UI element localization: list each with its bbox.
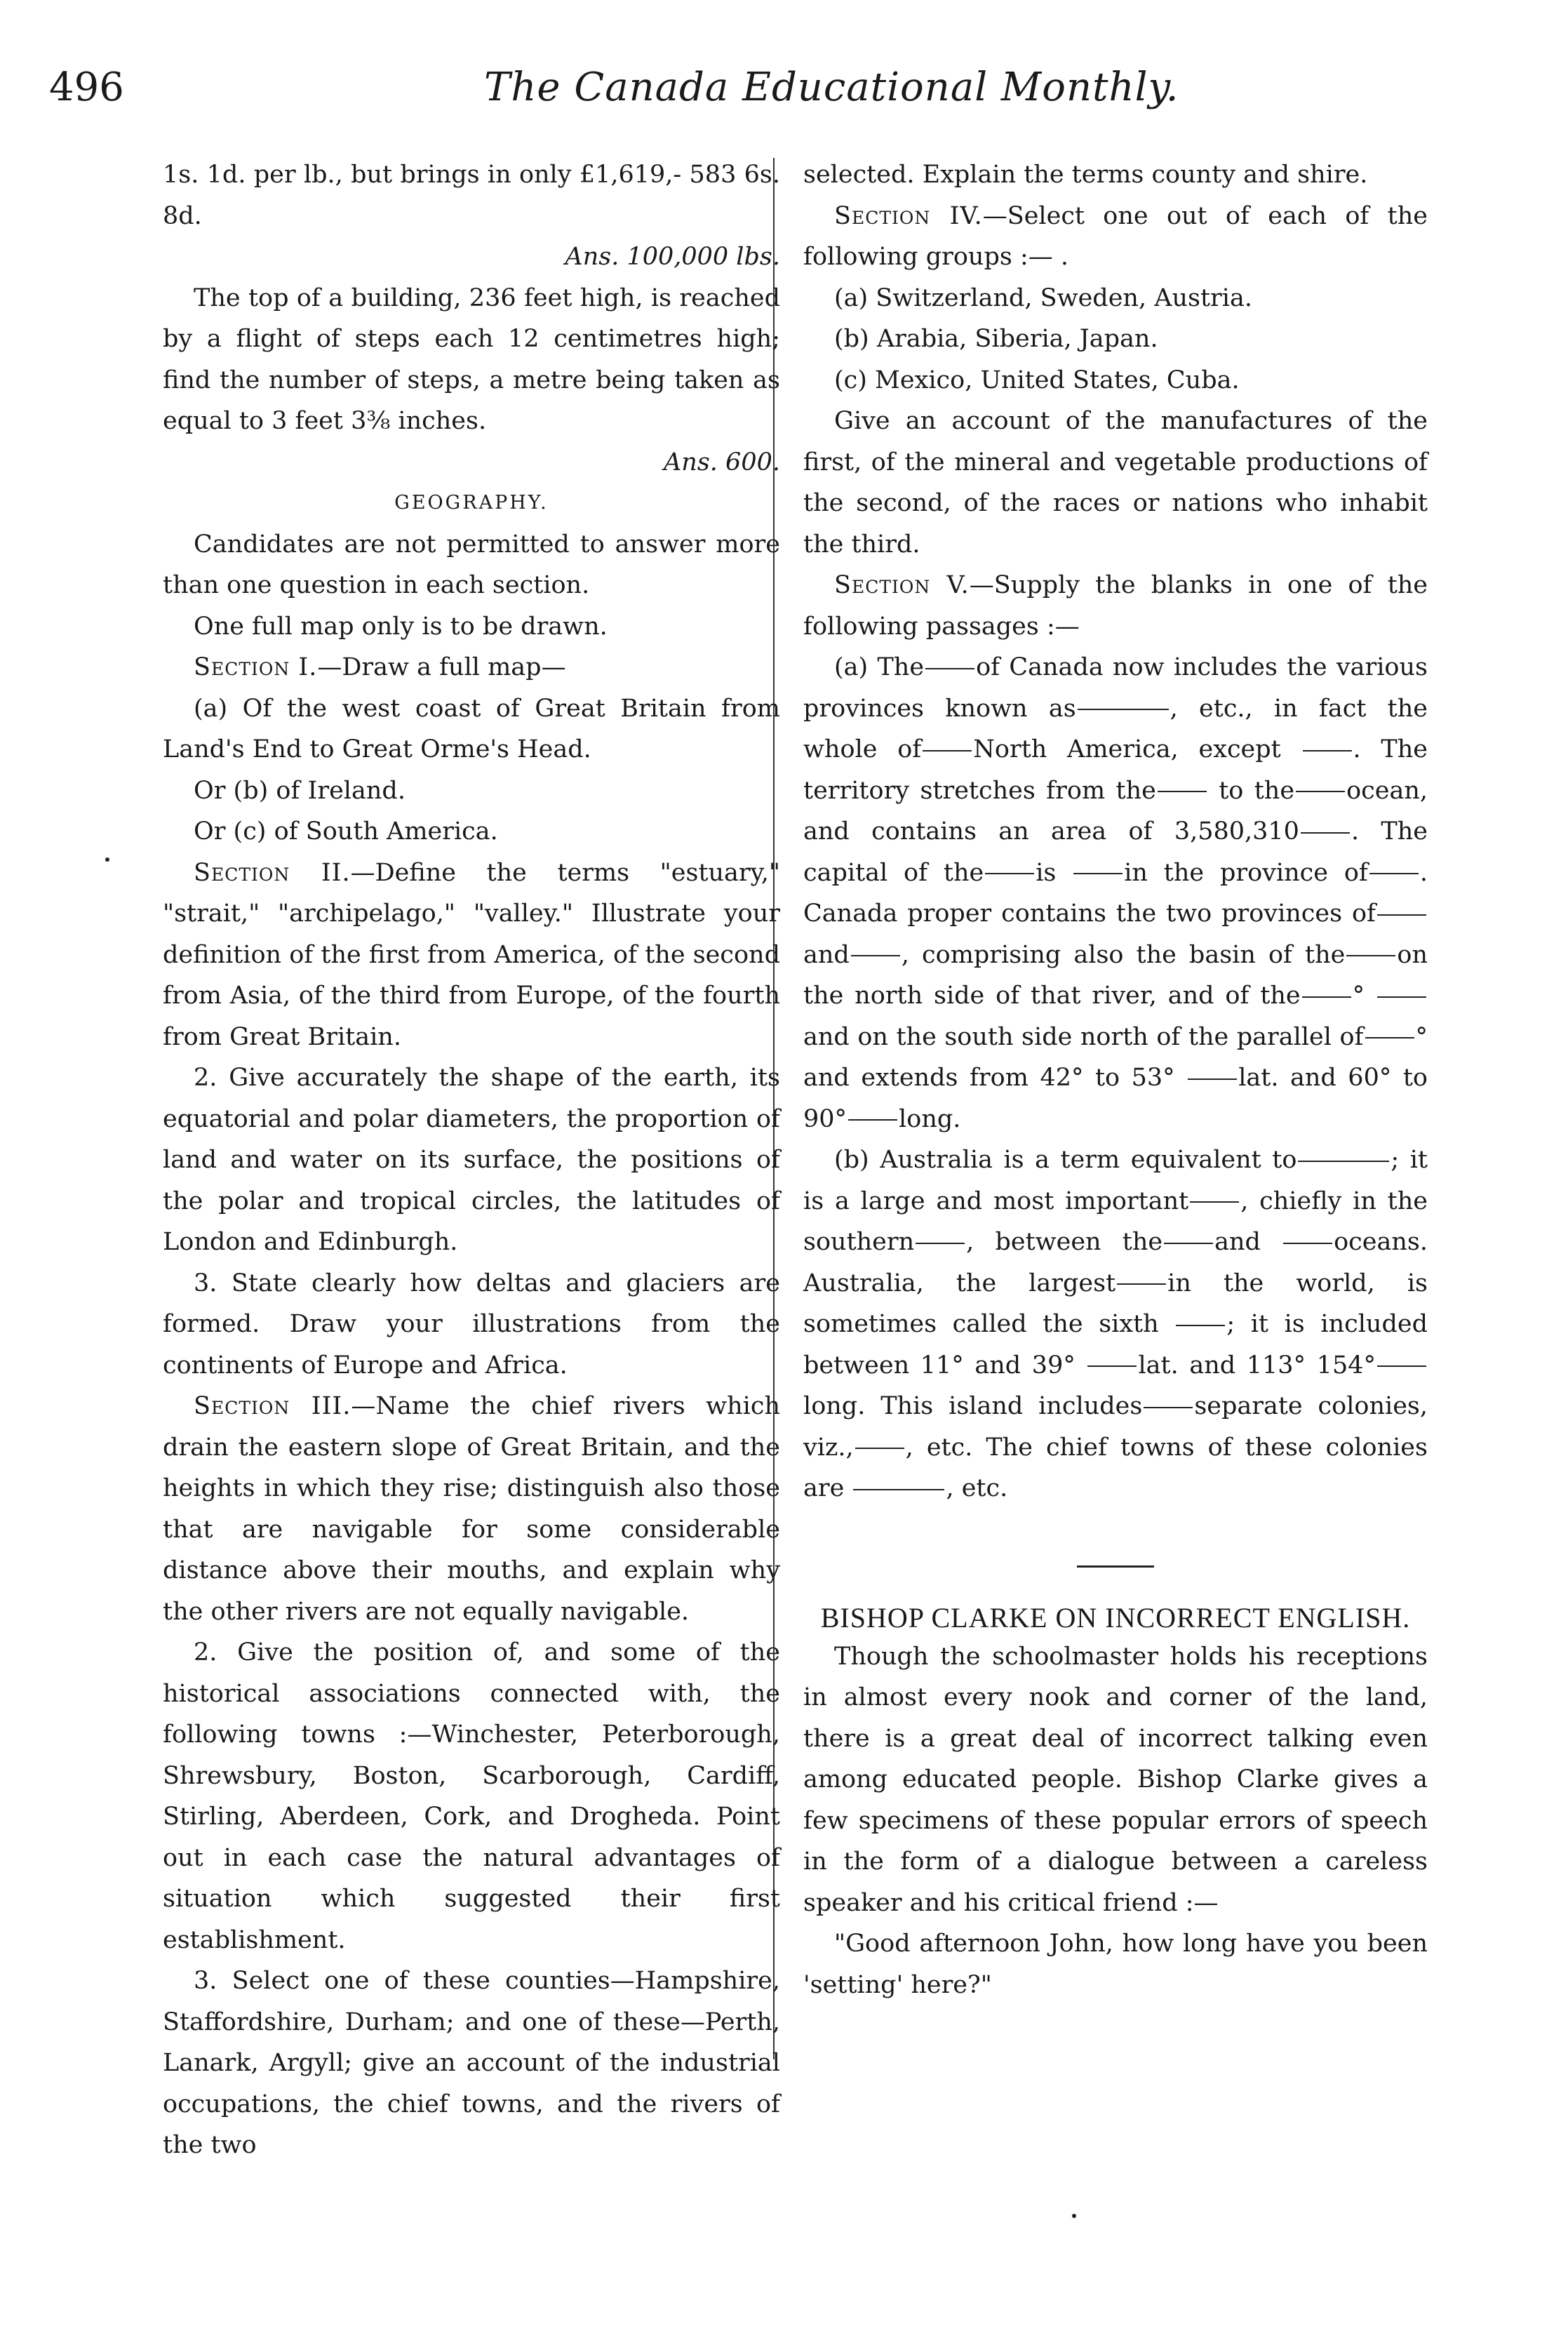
- blank-line: [925, 668, 974, 669]
- blank-line: [1377, 914, 1426, 916]
- blank-line: [1303, 750, 1352, 752]
- section-label: Section IV.: [834, 201, 983, 230]
- margin-speck: [105, 857, 109, 862]
- paragraph: (b) Arabia, Siberia, Japan.: [834, 325, 1158, 353]
- fill-in-passage-a: (a) The of Canada now includes the various provinces known as , etc., in fact the whole of North America, except . The territory stretches from the to the ocean, and contains an area of 3,580,310 . The capital of the is in the province of . Canada proper contains the two provinces ofand , comprising also the basin of the on the north side of that river, and of the ° and on the south side north of the parallel of ° and extends from 42° to 53° lat. and 60° to 90° long.: [803, 653, 1428, 1133]
- blank-line: [1301, 832, 1350, 834]
- paragraph: Section III.—Name the chief rivers which drain the eastern slope of Great Britain, and the heights in which they rise; distinguish also those that are navigable for some considerable distance above their mouths, and explain why the other rivers are not equally navigable.: [163, 1392, 780, 1626]
- running-title: The Canada Educational Monthly.: [484, 65, 1179, 110]
- blank-line: [853, 1489, 944, 1490]
- paragraph: (a) Of the west coast of Great Britain from Land's End to Great Orme's Head.: [163, 694, 780, 763]
- blank-line: [916, 1243, 965, 1244]
- blank-line: [1346, 955, 1395, 956]
- paragraph: Section IV.—Select one out of each of the following groups :— .: [803, 201, 1428, 271]
- paragraph: 3. State clearly how deltas and glaciers are formed. Draw your illustrations from the continents of Europe and Africa.: [163, 1269, 780, 1380]
- blank-line: [1087, 1365, 1137, 1367]
- margin-speck: [1072, 2214, 1076, 2218]
- blank-line: [855, 1448, 904, 1449]
- blank-line: [1176, 1325, 1225, 1326]
- blank-line: [1078, 709, 1169, 710]
- paragraph: 3. Select one of these counties—Hampshire, Staffordshire, Durham; and one of these—Perth, Lanark, Argyll; give an account of the industrial occupations, the chief towns, and the rivers of the two: [163, 1967, 780, 2159]
- right-column: [803, 154, 1428, 2005]
- blank-line: [1188, 1078, 1237, 1080]
- blank-line: [1296, 791, 1345, 792]
- paragraph: Or (c) of South America.: [194, 817, 498, 846]
- blank-line: [923, 750, 972, 752]
- page-number: 496: [49, 65, 124, 110]
- blank-line: [1365, 1037, 1414, 1038]
- paragraph: Candidates are not permitted to answer more than one question in each section.: [163, 530, 780, 599]
- article-title: BISHOP CLARKE ON INCORRECT ENGLISH.: [820, 1601, 1411, 1634]
- answer: Ans. 100,000 lbs.: [565, 243, 780, 271]
- paragraph: 2. Give accurately the shape of the earth, its equatorial and polar diameters, the proportion of land and water on its surface, the positions of the polar and tropical circles, the latitudes of London and Edinburgh.: [163, 1064, 780, 1256]
- blank-line: [1283, 1243, 1332, 1244]
- blank-line: [1144, 1407, 1193, 1408]
- paragraph: Section V.—Supply the blanks in one of the following passages :—: [803, 571, 1428, 641]
- blank-line: [1377, 996, 1426, 998]
- blank-line: [1164, 1243, 1213, 1244]
- blank-line: [1369, 873, 1419, 874]
- paragraph: The top of a building, 236 feet high, is reached by a flight of steps each 12 centimetres high; find the number of steps, a metre being taken as equal to 3 feet 3⅜ inches.: [163, 283, 780, 435]
- fill-in-passage-b: (b) Australia is a term equivalent to ; it is a large and most important , chiefly in the southern , between the and oceans. Australia, the largest in the world, is sometimes called the sixth ; it is included between 11° and 39° lat. and 113° 154°long. This island includes separate colonies, viz., , etc. The chief towns of these colonies are , etc.: [803, 1146, 1428, 1502]
- blank-line: [1073, 873, 1123, 874]
- paragraph: 1s. 1d. per lb., but brings in only £1,619,- 583 6s. 8d.: [163, 161, 780, 230]
- paragraph: selected. Explain the terms county and shire.: [803, 161, 1368, 189]
- blank-line: [985, 873, 1034, 874]
- paragraph: One full map only is to be drawn.: [194, 612, 608, 641]
- section-label: Section I.: [194, 653, 318, 681]
- blank-line: [848, 1119, 897, 1121]
- paragraph: (c) Mexico, United States, Cuba.: [834, 366, 1240, 394]
- blank-line: [1377, 1365, 1426, 1367]
- paragraph: Give an account of the manufactures of the first, of the mineral and vegetable productions of the second, of the races or nations who inhabit the third.: [803, 407, 1428, 559]
- paragraph: Section II.—Define the terms "estuary," "strait," "archipelago," "valley." Illustrate your definition of the first from America, of the second from Asia, of the third from Europe, of the fourth from Great Britain.: [163, 858, 780, 1051]
- paragraph: (a) Switzerland, Sweden, Austria.: [834, 283, 1252, 312]
- section-divider: [1077, 1565, 1154, 1568]
- paragraph: "Good afternoon John, how long have you been 'setting' here?": [803, 1930, 1428, 1999]
- blank-line: [1190, 1201, 1239, 1203]
- blank-line: [851, 955, 900, 956]
- page-header: [49, 65, 1480, 128]
- blank-line: [1302, 996, 1351, 998]
- blank-line: [1298, 1161, 1389, 1162]
- section-label: Section III.: [194, 1392, 351, 1420]
- paragraph: 2. Give the position of, and some of the historical associations connected with, the following towns :—Winchester, Peterborough, Shrewsbury, Boston, Scarborough, Cardiff, Stirling, Aberdeen, Cork, and Drogheda. Point out in each case the natural advantages of situation which suggested their first establishment.: [163, 1638, 780, 1954]
- section-label: Section V.: [834, 571, 970, 599]
- blank-line: [1158, 791, 1207, 792]
- section-label: Section II.: [194, 858, 351, 887]
- paragraph: Though the schoolmaster holds his receptions in almost every nook and corner of the land, there is a great deal of incorrect talking even among educated people. Bishop Clarke gives a few specimens of these popular errors of speech in the form of a dialogue between a careless speaker and his critical friend :—: [803, 1642, 1428, 1917]
- blank-line: [1117, 1283, 1166, 1285]
- left-column: [163, 154, 780, 2166]
- paragraph: Section I.—Draw a full map—: [194, 653, 566, 681]
- paragraph: Or (b) of Ireland.: [194, 776, 406, 805]
- section-heading: GEOGRAPHY.: [394, 492, 549, 514]
- answer: Ans. 600.: [664, 448, 780, 476]
